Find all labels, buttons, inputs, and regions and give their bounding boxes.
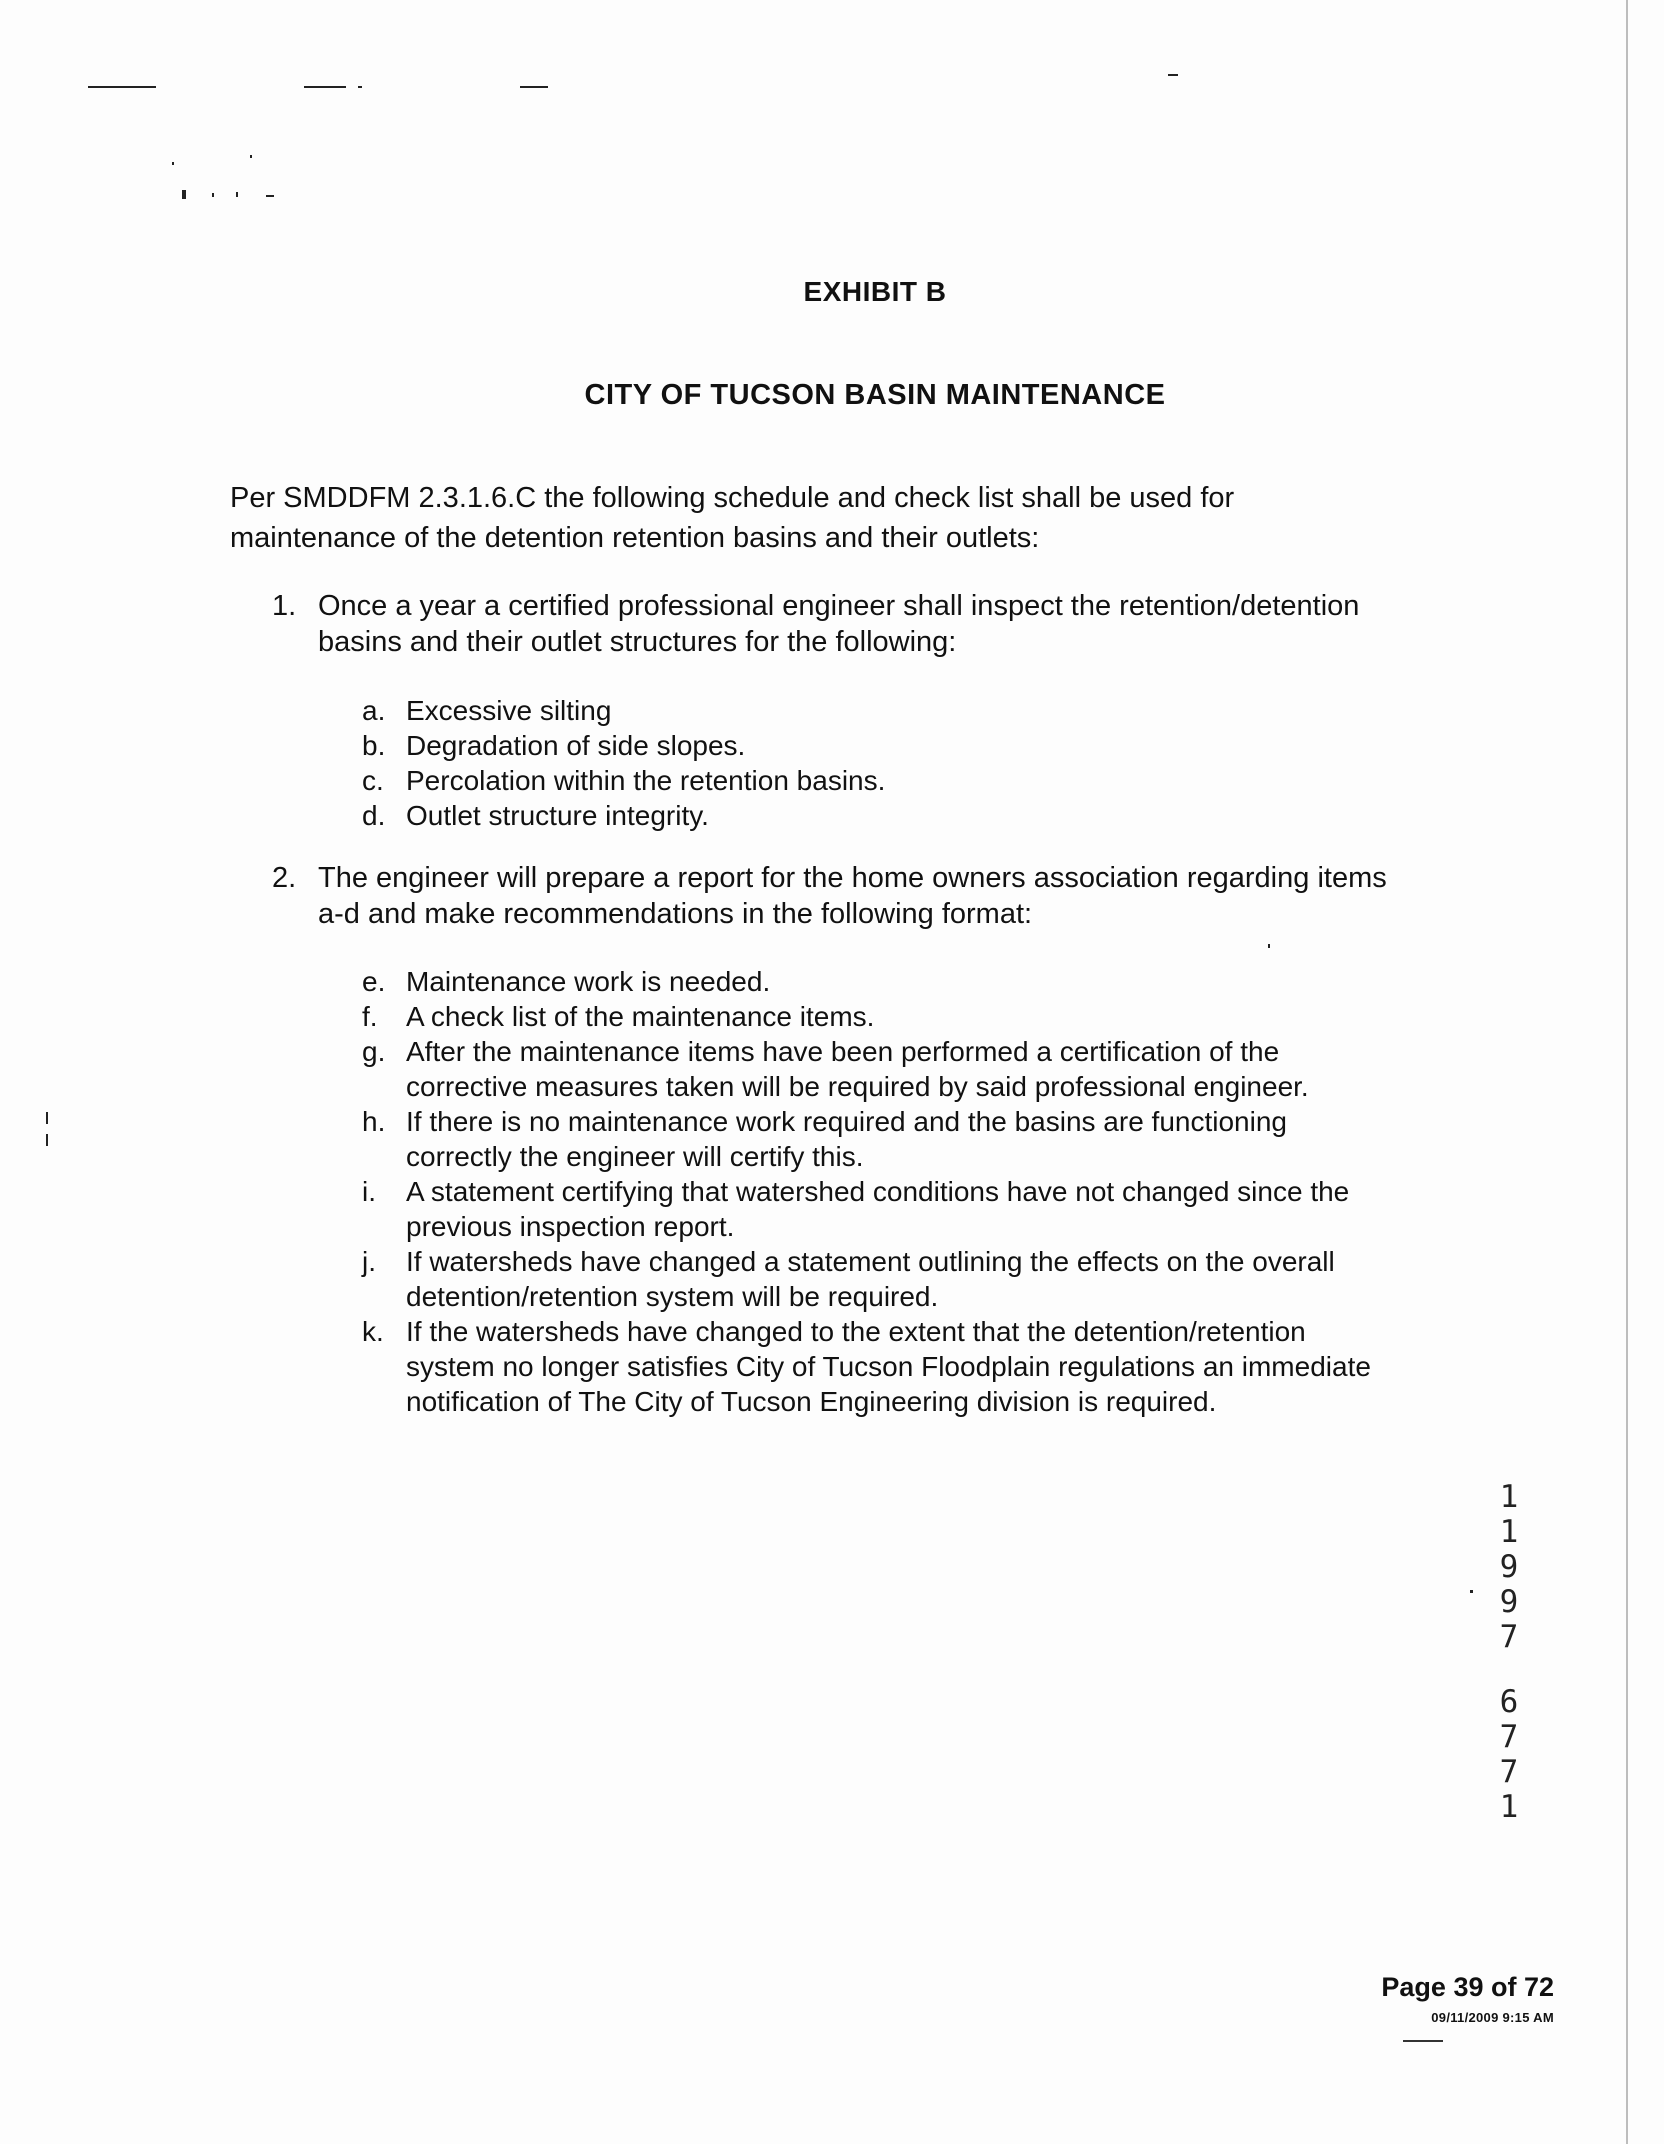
scan-mark [266, 195, 274, 197]
list-item-text: The engineer will prepare a report for the home owners association regarding items a-d and make recommendations in the following format: [318, 862, 1387, 930]
scan-mark [212, 193, 214, 197]
sub-item-text: After the maintenance items have been performed a certification of the corrective measures taken will be required by said professional engineer. [406, 1036, 1309, 1102]
scan-mark [358, 86, 362, 88]
page-number: Page 39 of 72 [1381, 1972, 1554, 2002]
doc-number-digit: 7 [1499, 1619, 1519, 1655]
list-item-text: Once a year a certified professional engineer shall inspect the retention/detention basins and their outlet structures for the following: [318, 590, 1360, 658]
sub-item [362, 693, 1382, 728]
sub-item-letter: k. [362, 1316, 384, 1347]
scan-mark [88, 86, 156, 88]
scan-mark [172, 162, 174, 165]
sub-item-letter: c. [362, 765, 384, 796]
doc-number-digit: 1 [1499, 1514, 1519, 1550]
sub-item-letter: a. [362, 695, 386, 726]
sub-item [362, 763, 1382, 798]
sub-item [362, 728, 1382, 763]
doc-number-gap [1494, 1655, 1524, 1685]
sub-item-text: If there is no maintenance work required and the basins are functioning correctly the engineer will certify this. [406, 1106, 1287, 1172]
exhibit-title: EXHIBIT B [803, 276, 947, 307]
sub-item-letter: h. [362, 1106, 386, 1137]
sublist-1 [362, 693, 1382, 833]
scan-mark [1470, 1590, 1473, 1593]
sub-item-text: Maintenance work is needed. [406, 966, 771, 997]
intro-paragraph: Per SMDDFM 2.3.1.6.C the following schedule and check list shall be used for maintenance of the detention retention basins and their outlets: [230, 482, 1235, 554]
sub-item [362, 1314, 1382, 1419]
scan-page-edge [1626, 0, 1628, 2144]
sub-item-letter: d. [362, 800, 386, 831]
sub-item [362, 1034, 1382, 1104]
doc-number-digit: 7 [1499, 1719, 1519, 1755]
sub-item-text: A check list of the maintenance items. [406, 1001, 875, 1032]
doc-number-digit: 1 [1499, 1789, 1519, 1825]
scan-mark [1268, 944, 1270, 948]
scan-mark [46, 1134, 48, 1146]
sub-item [362, 1174, 1382, 1244]
sub-item-letter: f. [362, 1001, 378, 1032]
doc-number-digit: 6 [1499, 1684, 1519, 1720]
scan-mark [1168, 74, 1178, 76]
list-item-number: 2. [272, 862, 297, 894]
sub-item [362, 798, 1382, 833]
doc-number-digit: 1 [1499, 1479, 1519, 1515]
scan-mark [46, 1112, 48, 1124]
scan-mark [304, 86, 346, 88]
sub-item-text: Percolation within the retention basins. [406, 765, 886, 796]
sub-item [362, 1104, 1382, 1174]
document-recording-number [1494, 1480, 1524, 1825]
sub-item-text: Degradation of side slopes. [406, 730, 746, 761]
doc-number-digit: 9 [1499, 1549, 1519, 1585]
sub-item-text: Excessive silting [406, 695, 612, 726]
scan-mark [182, 190, 186, 199]
list-item-number: 1. [272, 590, 297, 622]
sub-item-text: If the watersheds have changed to the extent that the detention/retention system no longer satisfies City of Tucson Floodplain regulations an immediate notification of The City of Tucson Engineering division is required. [406, 1316, 1371, 1417]
timestamp-underline [1403, 2040, 1443, 2042]
scan-mark [250, 155, 252, 158]
doc-number-digit: 7 [1499, 1754, 1519, 1790]
sub-item-text: A statement certifying that watershed conditions have not changed since the previous inspection report. [406, 1176, 1350, 1242]
sub-item-text: If watersheds have changed a statement outlining the effects on the overall detention/retention system will be required. [406, 1246, 1335, 1312]
sub-item [362, 1244, 1382, 1314]
sub-item-letter: i. [362, 1176, 376, 1207]
sub-item [362, 964, 1382, 999]
scan-mark [520, 86, 548, 88]
sub-item [362, 999, 1382, 1034]
sub-item-letter: j. [362, 1246, 376, 1277]
sub-item-letter: b. [362, 730, 386, 761]
sub-item-text: Outlet structure integrity. [406, 800, 709, 831]
section-title: CITY OF TUCSON BASIN MAINTENANCE [584, 379, 1166, 411]
sublist-2 [362, 964, 1382, 1419]
doc-number-digit: 9 [1499, 1584, 1519, 1620]
sub-item-letter: e. [362, 966, 386, 997]
sub-item-letter: g. [362, 1036, 386, 1067]
timestamp: 09/11/2009 9:15 AM [1431, 2010, 1554, 2025]
scan-mark [236, 192, 238, 197]
